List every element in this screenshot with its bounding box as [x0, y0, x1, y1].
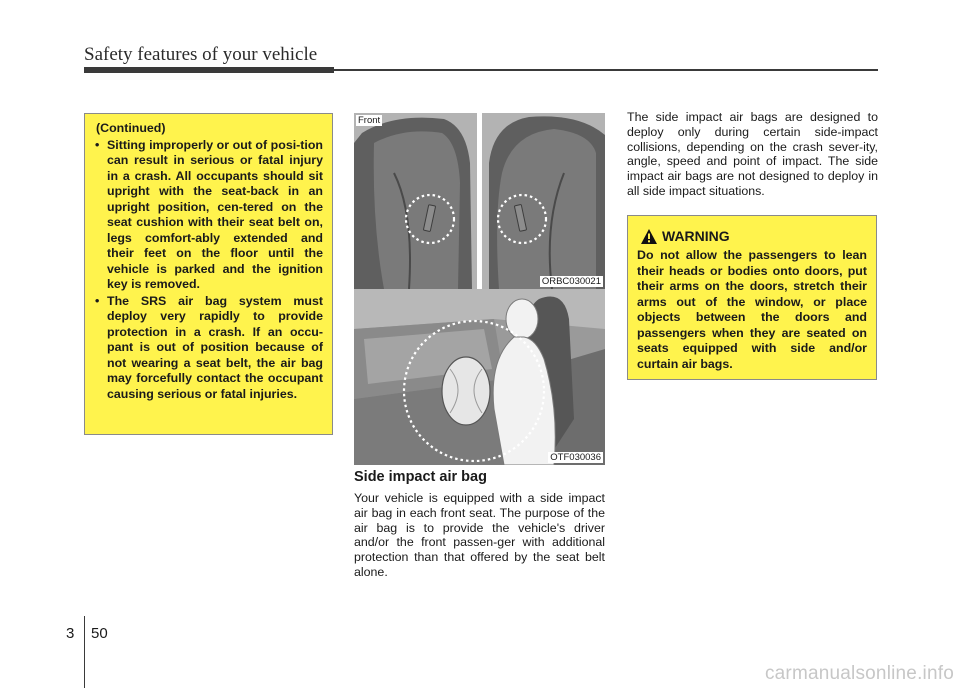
note-bullet-text: The SRS air bag system must deploy very rapidly to provide protection in a crash. If an occu-pant is out of position because of not wearing a seat belt, the air bag may forcefully contact the occupant causing serious or fatal injuries.: [107, 293, 323, 401]
watermark-text: carmanualsonline.info: [764, 663, 954, 684]
seat-illustration: [354, 113, 605, 289]
warning-box: [627, 215, 877, 380]
note-bullet-text: Sitting improperly or out of posi-tion can result in serious or fatal injury in a crash. All occupants should sit upright with the seat-back in an upright position, cen-tered on the seat cushion with their seat belt on, legs comfort-ably extended and their feet on the floor until the vehicle is parked and the ignition key is removed.: [107, 137, 323, 291]
section-body-text: Your vehicle is equipped with a side impact air bag in each front seat. The purpose of the air bag is to provide the vehicle's driver and/or the front passen-ger with additional protection than that offered by the seat belt alone.: [354, 491, 605, 579]
page-header-title: Safety features of your vehicle: [84, 44, 318, 65]
airbag-illustration: [354, 289, 605, 465]
warning-title: WARNING: [662, 228, 730, 244]
footer-separator: [84, 616, 85, 688]
figure-front-label: Front: [358, 115, 381, 126]
note-bullet: • Sitting improperly or out of posi-tion can result in serious or fatal injury in a crash. All occupants should sit upright with the seat-back in an upright position, cen-tered on the seat cushion with their seat belt on, legs comfort-ably extended and their feet on the floor until the vehicle is parked and the ignition key is removed.: [95, 137, 323, 291]
right-body-text: The side impact air bags are designed to deploy only during certain side-impact collisions, depending on the crash sever-ity, angle, speed and point of impact. The side impact air bags are not designed to deploy in all side impact situations.: [627, 110, 878, 198]
chapter-number: 3: [66, 625, 75, 642]
warning-text: Do not allow the passengers to lean their heads or bodies onto doors, put their arms on the doors, stretch their arms out of the window, or place objects between the doors and passengers when they are seated on seats equipped with side and/or curtain air bags.: [637, 248, 867, 371]
header-rule: [84, 67, 878, 73]
side-airbag-deploy-figure: [354, 289, 605, 465]
warning-header: [641, 226, 867, 246]
section-title: Side impact air bag: [354, 469, 487, 485]
page-number: 50: [91, 625, 108, 642]
note-bullet: • The SRS air bag system must deploy very rapidly to provide protection in a crash. If an occu-pant is out of position because of not wearing a seat belt, the air bag may forcefully contact the occupant causing serious or fatal injuries.: [95, 293, 323, 401]
seat-airbag-figure: [354, 113, 605, 289]
continued-note-box: [84, 113, 333, 435]
figure-code: OTF030036: [550, 452, 601, 463]
figure-code: ORBC030021: [541, 276, 601, 287]
continued-label: (Continued): [96, 121, 166, 135]
warning-triangle-icon: [641, 229, 657, 244]
